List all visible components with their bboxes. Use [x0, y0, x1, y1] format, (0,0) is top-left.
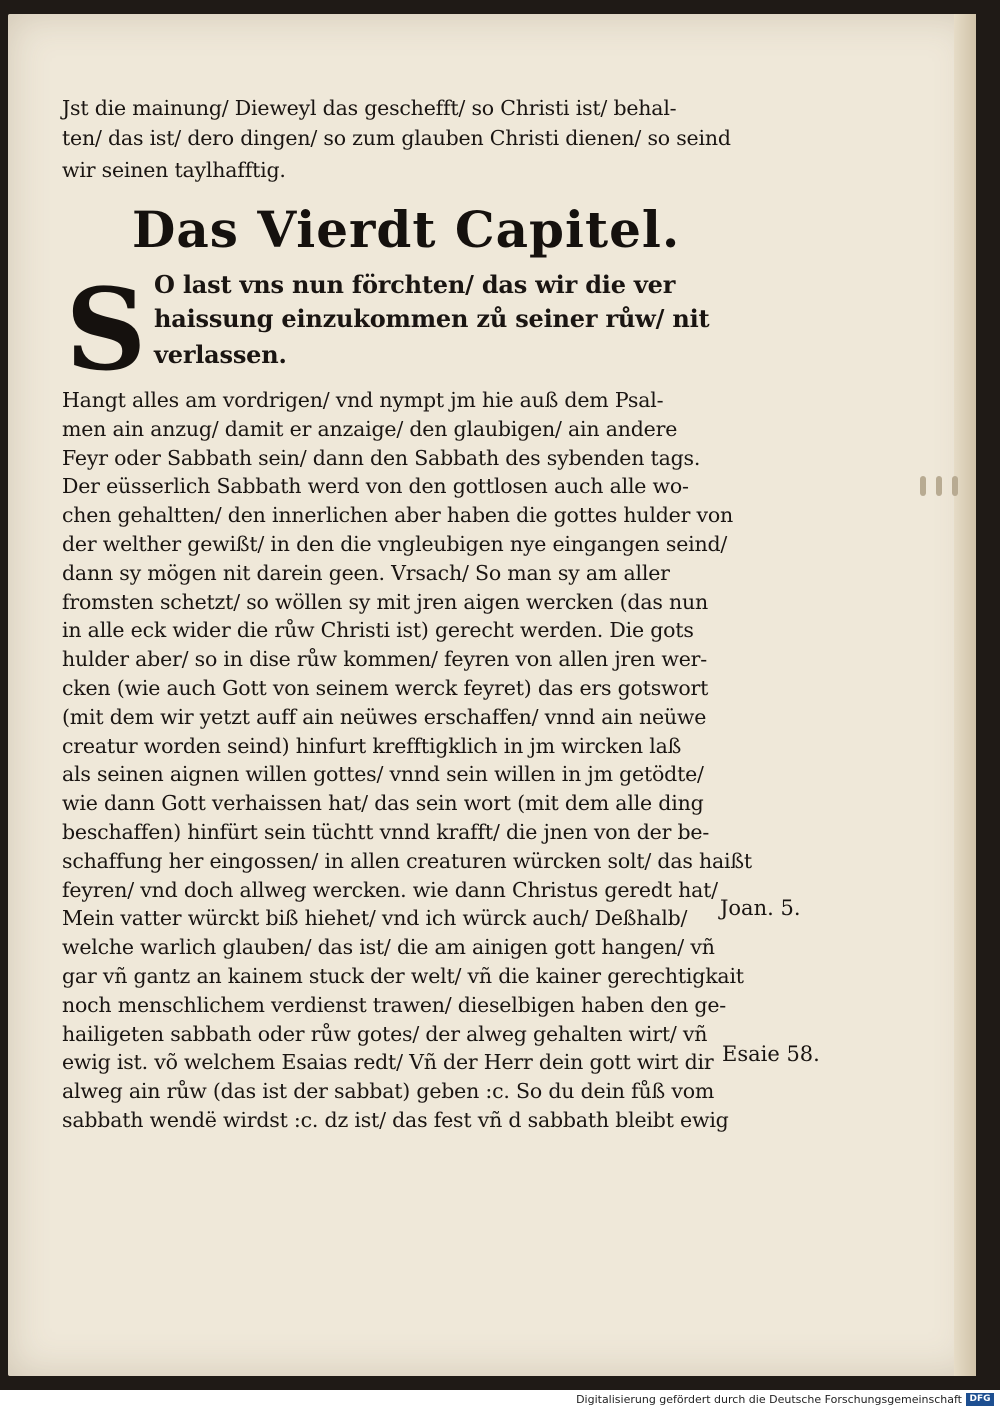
text-line: wir seinen taylhafftig. [62, 158, 286, 182]
text-line: hailigeten sabbath oder růw gotes/ der alweg gehalten wirt/ vñ [62, 1021, 708, 1046]
text-line: haissung einzukommen zů seiner růw/ nit [154, 304, 710, 333]
text-line: fromsten schetzt/ so wöllen sy mit jren aigen wercken (das nun [62, 589, 708, 614]
text-line: in alle eck wider die růw Christi ist) gerecht werden. Die gots [62, 618, 694, 643]
dfg-logo: DFG [966, 1393, 994, 1406]
text-line: chen gehaltten/ den innerlichen aber haben die gottes hulder von [62, 503, 734, 528]
text-line: men ain anzug/ damit er anzaige/ den glaubigen/ ain andere [62, 416, 678, 441]
text-line: hulder aber/ so in dise růw kommen/ feyren von allen jren wer- [62, 647, 707, 672]
marginal-note: Esaie 58. [722, 1042, 820, 1066]
text-line: der welther gewißt/ in den die vngleubigen nye eingangen seind/ [62, 532, 728, 556]
text-line: noch menschlichem verdienst trawen/ dieselbigen haben den ge- [62, 992, 726, 1017]
page-hole [936, 476, 942, 496]
text-line: sabbath wendë wirdst :c. dz ist/ das fest vñ d sabbath bleibt ewig [62, 1108, 729, 1132]
text-line: als seinen aignen willen gottes/ vnnd sein willen in jm getödte/ [62, 762, 704, 787]
text-line: creatur worden seind) hinfurt krefftigklich in jm wircken laß [62, 733, 682, 758]
text-line: Jst die mainung/ Dieweyl das geschefft/ so Christi ist/ behal- [62, 96, 677, 120]
page-edge [954, 14, 976, 1376]
page-hole [920, 476, 926, 496]
decorated-initial: S [65, 265, 147, 396]
text-line: gar vñ gantz an kainem stuck der welt/ vñ die kainer gerechtigkait [62, 964, 744, 988]
text-line: feyren/ vnd doch allweg wercken. wie dann Christus geredt hat/ [62, 877, 718, 902]
page-hole [952, 476, 958, 496]
text-line: beschaffen) hinfürt sein tüchtt vnnd krafft/ die jnen von der be- [62, 820, 710, 844]
text-line: (mit dem wir yetzt auff ain neüwes erschaffen/ vnnd ain neüwe [62, 704, 707, 729]
marginal-note: Joan. 5. [720, 896, 801, 920]
text-line: Der eüsserlich Sabbath werd von den gottlosen auch alle wo- [62, 474, 689, 499]
text-line: Mein vatter würckt biß hiehet/ vnd ich würck auch/ Deßhalb/ [62, 906, 688, 931]
text-line: schaffung her eingossen/ in allen creaturen würcken solt/ das haißt [62, 848, 752, 873]
text-line: cken (wie auch Gott von seinem werck feyret) das ers gotswort [62, 676, 709, 700]
text-line: Hangt alles am vordrigen/ vnd nympt jm hie auß dem Psal- [62, 388, 664, 412]
text-line: ten/ das ist/ dero dingen/ so zum glauben Christi dienen/ so seind [62, 126, 731, 150]
footer-credit: Digitalisierung gefördert durch die Deutsche Forschungsgemeinschaft [576, 1393, 962, 1406]
footer-bar [0, 1390, 1000, 1410]
text-line: welche warlich glauben/ das ist/ die am ainigen gott hangen/ vñ [62, 935, 715, 960]
text-line: dann sy mögen nit darein geen. Vrsach/ So man sy am aller [62, 560, 670, 585]
chapter-heading: Das Vierdt Capitel. [132, 200, 681, 259]
text-line: verlassen. [154, 340, 287, 369]
text-line: alweg ain růw (das ist der sabbat) geben :c. So du dein fůß vom [62, 1079, 715, 1104]
text-line: ewig ist. võ welchem Esaias redt/ Vñ der Herr dein gott wirt dir [62, 1050, 714, 1075]
text-line: O last vns nun förchten/ das wir die ver [154, 270, 676, 299]
text-line: wie dann Gott verhaissen hat/ das sein wort (mit dem alle ding [62, 791, 704, 816]
text-line: Feyr oder Sabbath sein/ dann den Sabbath des sybenden tags. [62, 445, 701, 470]
